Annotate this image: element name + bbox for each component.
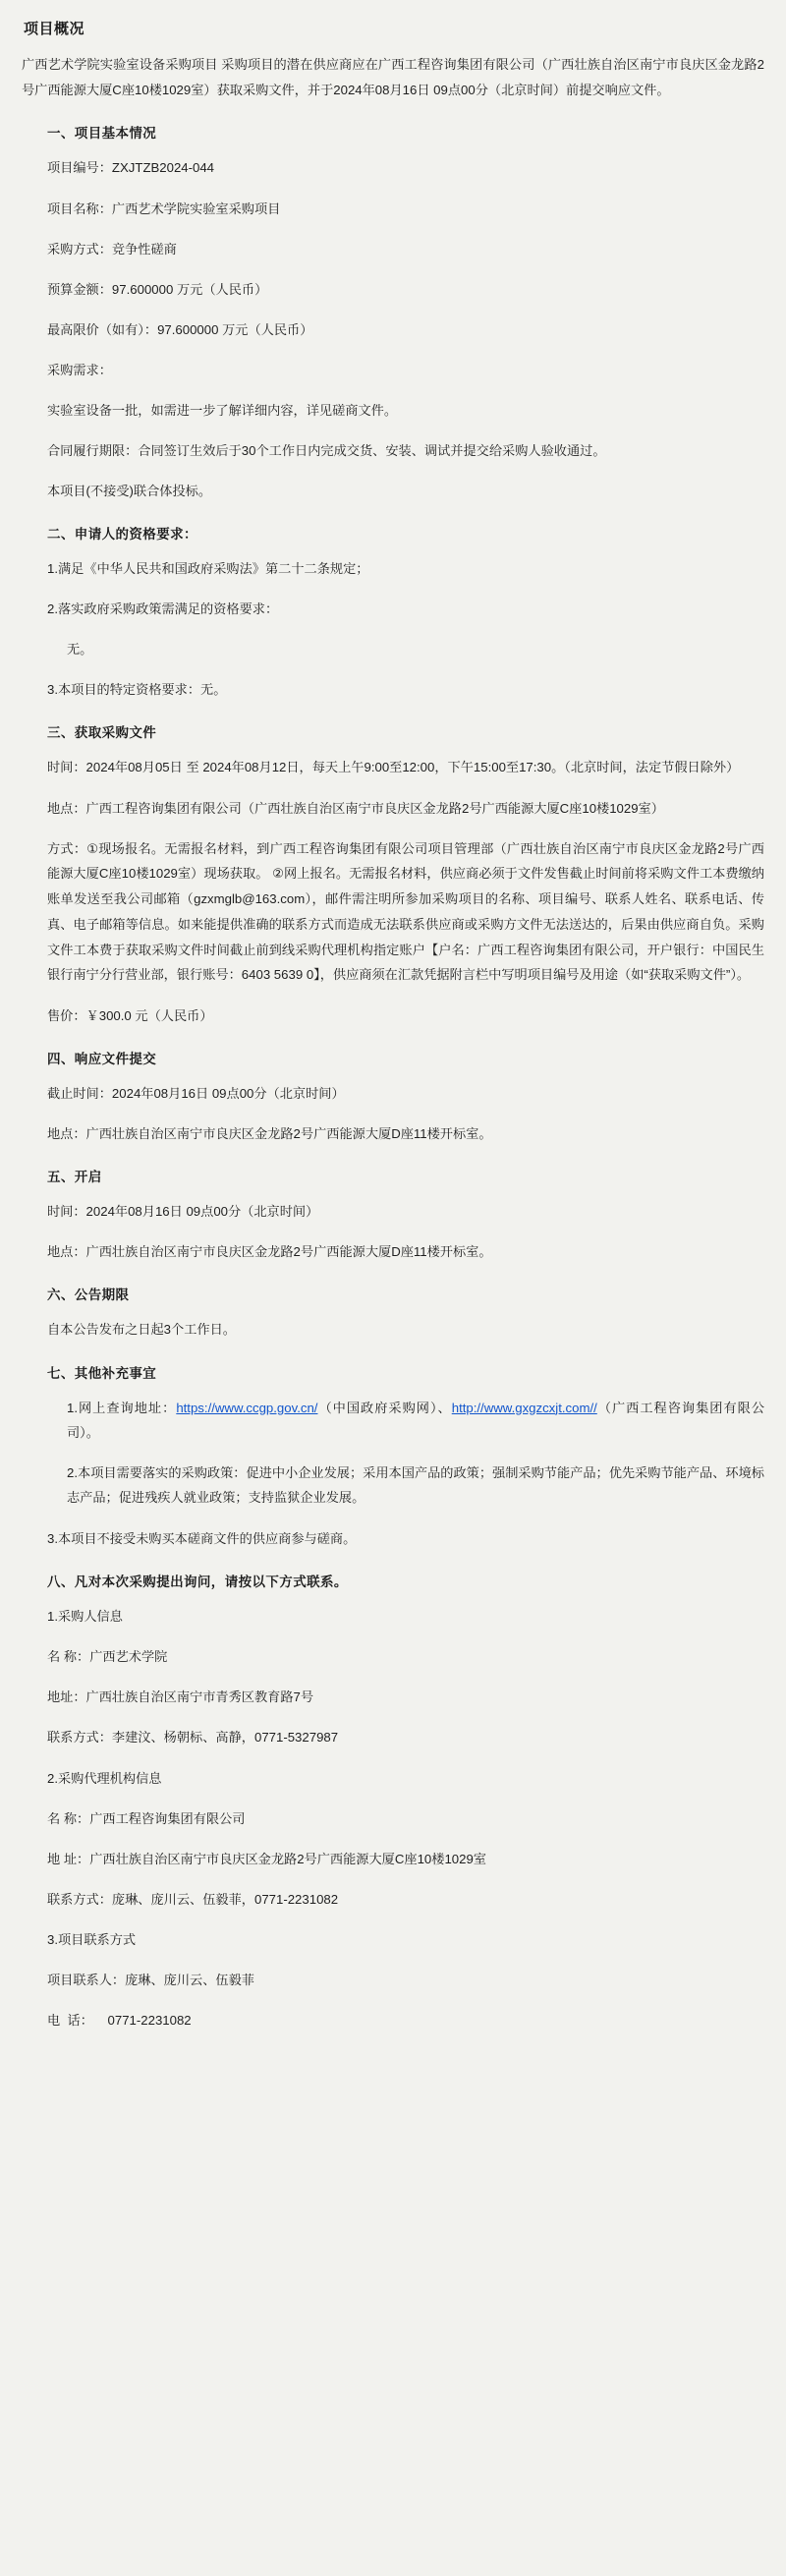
contract-term: 合同履行期限：合同签订生效后于30个工作日内完成交货、安装、调试并提交给采购人验收通过。	[47, 443, 606, 459]
section-heading-7: 七、其他补充事宜	[47, 1365, 157, 1381]
agency-info-label: 2.采购代理机构信息	[47, 1770, 162, 1786]
max-price-limit: 最高限价（如有）：97.600000 万元（人民币）	[47, 321, 313, 337]
document-acquisition-method: 方式：①现场报名。无需报名材料，到广西工程咨询集团有限公司项目管理部（广西壮族自治区南宁市良庆区金龙路2号广西能源大厦C座10楼1029室）现场获取。 ②网上报名。无需报名材料，供应商必须于文件发售截止时间前将采购文件工本费缴纳账单发送至我公司邮箱（gzxmglb@163.com），邮件需注明所参加采购项目的名称、项目编号、联系人姓名、联系电话、传真、电子邮箱等信息。如来能提供准确的联系方式而造成无法联系供应商或采购方文件无法送达的，后果由供应商自负。采购文件工本费于获取采购文件时间截止前到线采购代理机构指定账户【户名：广西工程咨询集团有限公司，开户银行：中国民生银行南宁分行营业部，银行账号：6403 5639 0】，供应商须在汇款凭据附言栏中写明项目编号及用途（如“获取采购文件”）。	[47, 840, 764, 983]
submission-place: 地点：广西壮族自治区南宁市良庆区金龙路2号广西能源大厦D座11楼开标室。	[47, 1126, 492, 1142]
document-price: 售价：￥300.0 元（人民币）	[47, 1008, 213, 1024]
submission-deadline: 截止时间：2024年08月16日 09点00分（北京时间）	[47, 1086, 345, 1102]
project-contact-label: 3.项目联系方式	[47, 1931, 137, 1947]
agency-contact: 联系方式：庞琳、庞川云、伍毅菲，0771-2231082	[47, 1891, 339, 1907]
qualification-item-1: 1.满足《中华人民共和国政府采购法》第二十二条规定；	[47, 561, 369, 577]
section-heading-6: 六、公告期限	[47, 1288, 130, 1303]
purchaser-name: 名 称：广西艺术学院	[47, 1649, 168, 1665]
procurement-method: 采购方式：竞争性磋商	[47, 241, 177, 257]
purchaser-info-label: 1.采购人信息	[47, 1609, 123, 1625]
procurement-requirement-detail: 实验室设备一批，如需进一步了解详细内容，详见磋商文件。	[47, 402, 398, 418]
project-contact-person: 项目联系人：庞琳、庞川云、伍毅菲	[47, 1972, 254, 1987]
online-query-address-line	[67, 1396, 764, 1445]
section-heading-4: 四、响应文件提交	[47, 1052, 157, 1067]
online-query-suffix: （广西工程咨询集团有限公司）。	[67, 1400, 765, 1440]
budget-amount: 预算金额：97.600000 万元（人民币）	[47, 281, 268, 297]
project-overview-paragraph: 广西艺术学院实验室设备采购项目 采购项目的潜在供应商应在广西工程咨询集团有限公司（广西壮族自治区南宁市良庆区金龙路2号广西能源大厦C座10楼1029室）获取采购文件，并于2024年08月16日 09点00分（北京时间）前提交响应文件。	[22, 57, 764, 97]
online-query-middle: （中国政府采购网）、	[317, 1400, 452, 1415]
project-contact-phone: 电 话： 0771-2231082	[47, 2013, 192, 2028]
gxgzcxjt-link[interactable]: http://www.gxgzcxjt.com//	[451, 1400, 597, 1415]
consortium-bid-note: 本项目(不接受)联合体投标。	[47, 484, 212, 499]
document-acquisition-place: 地点：广西工程咨询集团有限公司（广西壮族自治区南宁市良庆区金龙路2号广西能源大厦C座10楼1029室）	[47, 800, 664, 816]
qualification-item-2: 2.落实政府采购政策需满足的资格要求：	[47, 601, 279, 617]
document-acquisition-time: 时间：2024年08月05日 至 2024年08月12日，每天上午9:00至12:00，下午15:00至17:30。（北京时间，法定节假日除外）	[47, 760, 740, 775]
procurement-policies: 2.本项目需要落实的采购政策：促进中小企业发展；采用本国产品的政策；强制采购节能产品；优先采购节能产品、环境标志产品；促进残疾人就业政策；支持监狱企业发展。	[67, 1464, 764, 1506]
agency-name: 名 称：广西工程咨询集团有限公司	[47, 1810, 246, 1826]
purchaser-contact: 联系方式：李建汶、杨朝标、高静，0771-5327987	[47, 1730, 339, 1746]
project-number: 项目编号：ZXJTZB2024-044	[47, 160, 215, 176]
project-name: 项目名称：广西艺术学院实验室采购项目	[47, 200, 281, 216]
agency-address: 地 址：广西壮族自治区南宁市良庆区金龙路2号广西能源大厦C座10楼1029室	[47, 1851, 486, 1866]
section-heading-8: 八、凡对本次采购提出询问，请按以下方式联系。	[47, 1574, 348, 1590]
qualification-item-2-value: 无。	[67, 642, 93, 658]
page-title: 项目概况	[24, 21, 85, 37]
no-unpurchased-participation-note: 3.本项目不接受未购买本磋商文件的供应商参与磋商。	[47, 1531, 357, 1547]
announcement-period: 自本公告发布之日起3个工作日。	[47, 1322, 236, 1338]
qualification-item-3: 3.本项目的特定资格要求：无。	[47, 682, 227, 698]
purchaser-address: 地址：广西壮族自治区南宁市青秀区教育路7号	[47, 1689, 314, 1705]
opening-place: 地点：广西壮族自治区南宁市良庆区金龙路2号广西能源大厦D座11楼开标室。	[47, 1244, 492, 1260]
ccgp-link[interactable]: https://www.ccgp.gov.cn/	[176, 1400, 318, 1415]
section-heading-3: 三、获取采购文件	[47, 725, 157, 741]
opening-time: 时间：2024年08月16日 09点00分（北京时间）	[47, 1204, 319, 1220]
section-heading-2: 二、申请人的资格要求：	[47, 527, 197, 543]
online-query-prefix: 1.网上查询地址：	[67, 1400, 177, 1415]
procurement-requirement-label: 采购需求：	[47, 362, 112, 377]
section-heading-5: 五、开启	[47, 1170, 102, 1185]
section-heading-1: 一、项目基本情况	[47, 126, 157, 142]
